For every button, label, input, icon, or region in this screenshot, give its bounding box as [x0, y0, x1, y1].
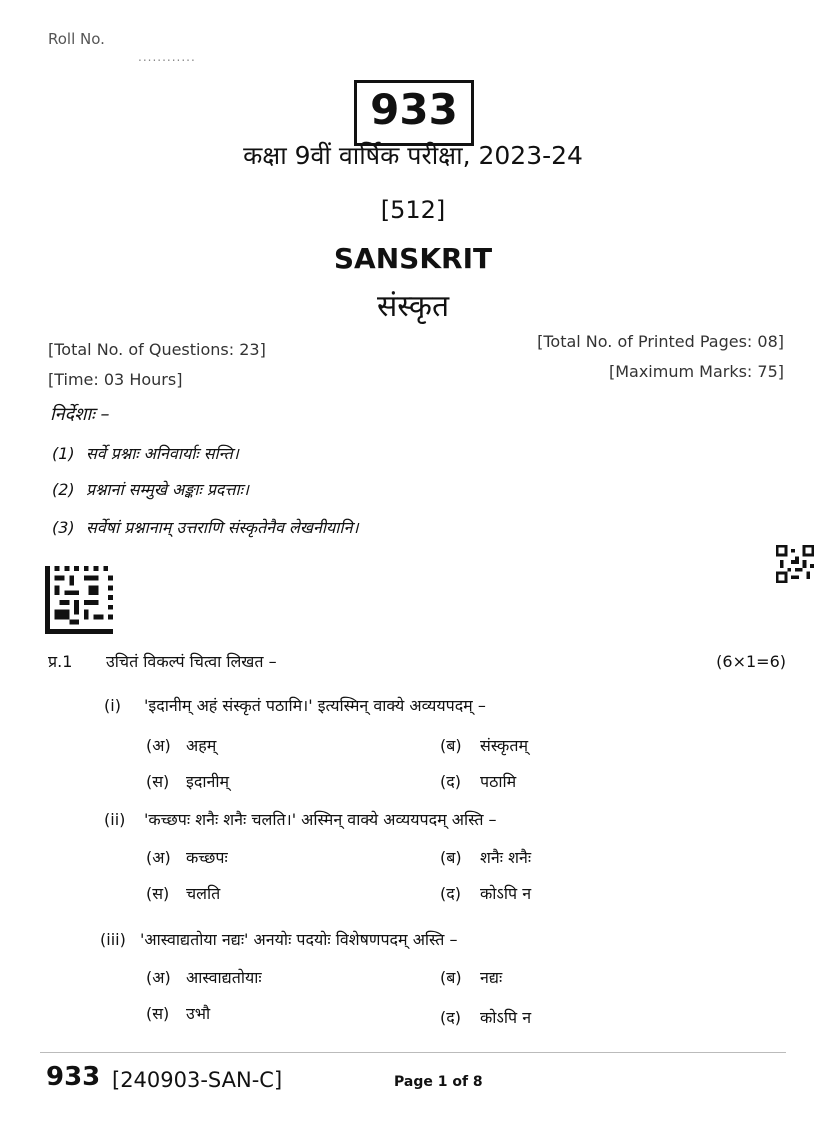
option-text: कच्छपः: [186, 848, 228, 867]
sub-question: [100, 928, 458, 950]
option-key: (ब): [440, 736, 462, 755]
option-key: (ब): [440, 968, 462, 987]
question-marks: (6×1=6): [716, 652, 786, 671]
maximum-marks: [Maximum Marks: 75]: [608, 362, 784, 381]
option-item: [146, 846, 228, 868]
option-item: [440, 846, 531, 868]
instruction-text: प्रश्नानां सम्मुखे अङ्काः प्रदत्ताः।: [86, 480, 249, 499]
option-text: पठामि: [480, 772, 517, 791]
sub-question: [104, 808, 497, 830]
sub-question-text: 'कच्छपः शनैः शनैः चलति।' अस्मिन् वाक्ये अव्ययपदम् अस्ति –: [144, 810, 497, 829]
option-text: संस्कृतम्: [480, 736, 529, 755]
instruction-text: सर्वे प्रश्नाः अनिवार्याः सन्ति।: [86, 444, 239, 463]
instruction-number: (3): [52, 518, 75, 537]
option-item: [440, 966, 502, 988]
option-text: अहम्: [186, 736, 217, 755]
footer-divider: [40, 1052, 786, 1053]
sub-question-text: 'आस्वाद्यतोया नद्यः' अनयोः पदयोः विशेषणपदम् अस्ति –: [140, 930, 458, 949]
option-item: [146, 882, 220, 904]
option-key: (द): [440, 772, 461, 791]
option-key: (द): [440, 884, 461, 903]
instruction-number: (2): [52, 480, 75, 499]
instruction-number: (1): [52, 444, 75, 463]
option-item: [146, 1002, 210, 1024]
footer-paper-id: [240903-SAN-C]: [112, 1068, 283, 1092]
option-text: उभौ: [186, 1004, 211, 1023]
option-key: (अ): [146, 736, 171, 755]
option-item: [440, 882, 531, 904]
instruction-item: [52, 442, 239, 464]
instruction-text: सर्वेषां प्रश्नानाम् उत्तराणि संस्कृतेनैव लेखनीयानि।: [86, 518, 359, 537]
option-text: कोऽपि न: [480, 884, 532, 903]
option-key: (स): [146, 772, 170, 791]
instructions-heading: निर्देशाः –: [50, 404, 110, 425]
qr-code-icon: [776, 545, 814, 583]
option-key: (स): [146, 1004, 170, 1023]
option-key: (अ): [146, 848, 171, 867]
option-key: (अ): [146, 968, 171, 987]
exam-title: कक्षा 9वीं वार्षिक परीक्षा, 2023-24: [243, 141, 583, 170]
footer-paper-code: 933: [46, 1062, 101, 1092]
sub-question-number: (ii): [104, 810, 126, 829]
option-key: (स): [146, 884, 170, 903]
option-text: कोऽपि न: [480, 1008, 532, 1027]
option-text: इदानीम्: [186, 772, 230, 791]
total-printed-pages: [Total No. of Printed Pages: 08]: [537, 332, 784, 351]
option-item: [440, 1006, 531, 1028]
time-allowed: [Time: 03 Hours]: [48, 370, 183, 389]
option-item: [146, 734, 216, 756]
instruction-item: [52, 516, 359, 538]
option-item: [440, 734, 528, 756]
option-text: शनैः शनैः: [480, 848, 532, 867]
question-1: [48, 650, 277, 672]
roll-number-blank: ............: [138, 50, 196, 64]
option-key: (द): [440, 1008, 461, 1027]
sub-question-number: (iii): [100, 930, 126, 949]
option-text: आस्वाद्यतोयाः: [186, 968, 262, 987]
subject-name-hindi: संस्कृत: [376, 289, 450, 324]
datamatrix-code-icon: [44, 566, 114, 634]
option-text: चलति: [186, 884, 221, 903]
paper-code: 933: [370, 85, 458, 134]
subject-name-english: SANSKRIT: [333, 242, 493, 275]
option-key: (ब): [440, 848, 462, 867]
option-text: नद्यः: [480, 968, 503, 987]
option-item: [146, 966, 262, 988]
question-text: उचितं विकल्पं चित्वा लिखत –: [106, 652, 277, 671]
option-item: [440, 770, 516, 792]
subject-code: [512]: [380, 196, 446, 224]
question-number: प्र.1: [48, 652, 73, 671]
page-number: Page 1 of 8: [394, 1074, 483, 1090]
sub-question: [104, 694, 486, 716]
option-item: [146, 770, 229, 792]
sub-question-number: (i): [104, 696, 121, 715]
total-questions: [Total No. of Questions: 23]: [48, 340, 266, 359]
roll-number-label: Roll No.: [48, 30, 105, 48]
instruction-item: [52, 478, 249, 500]
sub-question-text: 'इदानीम् अहं संस्कृतं पठामि।' इत्यस्मिन् वाक्ये अव्ययपदम् –: [144, 696, 486, 715]
